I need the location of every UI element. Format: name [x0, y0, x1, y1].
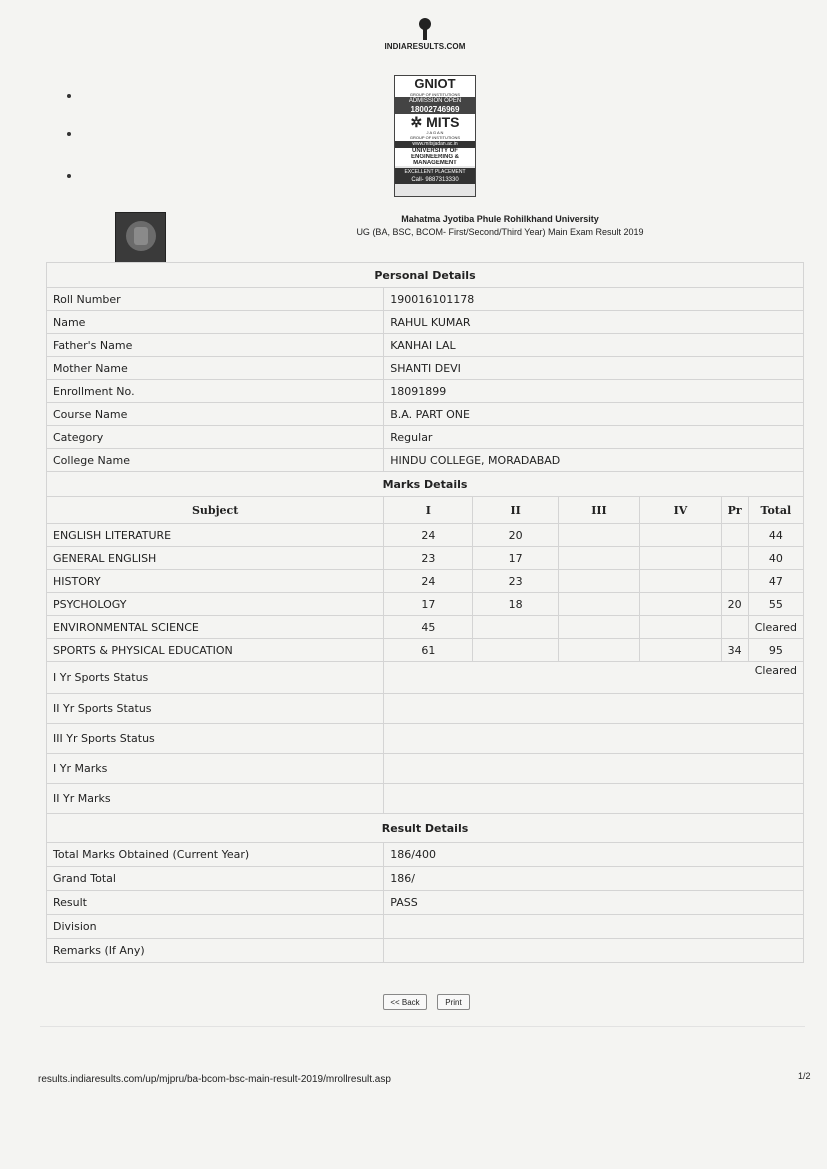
ad-gniot-subtitle: GROUP OF INSTITUTIONS: [395, 92, 475, 97]
site-logo[interactable]: [380, 18, 470, 51]
marks-pr: 20: [721, 593, 748, 616]
ad-mits-text: MITS: [426, 114, 460, 130]
marks-total: Cleared: [748, 616, 803, 639]
ad-call-number: Call- 9887313330: [395, 176, 475, 184]
col-header-i: I: [384, 497, 473, 524]
ad-university-line: MANAGEMENT: [395, 160, 475, 166]
personal-row: [47, 288, 804, 311]
marks-iv: [640, 639, 721, 662]
field-label: Category: [47, 426, 384, 449]
marks-pr: [721, 616, 748, 639]
personal-row: [47, 380, 804, 403]
yearly-marks-row: [47, 784, 804, 814]
scan-dot: [67, 132, 71, 136]
field-value: B.A. PART ONE: [384, 403, 804, 426]
marks-ii: 20: [473, 524, 558, 547]
ad-admission-text: ADMISSION OPEN: [395, 97, 475, 105]
back-button[interactable]: << Back: [383, 994, 427, 1010]
subject-name: GENERAL ENGLISH: [47, 547, 384, 570]
field-label: Roll Number: [47, 288, 384, 311]
page-divider: [40, 1026, 805, 1027]
subject-name: ENVIRONMENTAL SCIENCE: [47, 616, 384, 639]
extra-value: [384, 754, 804, 784]
col-header-iv: IV: [640, 497, 721, 524]
field-value: KANHAI LAL: [384, 334, 804, 357]
marks-row: [47, 570, 804, 593]
marks-row: [47, 639, 804, 662]
marks-pr: 34: [721, 639, 748, 662]
field-label: College Name: [47, 449, 384, 472]
subject-name: HISTORY: [47, 570, 384, 593]
marks-row: [47, 547, 804, 570]
marks-pr: [721, 547, 748, 570]
exam-title: UG (BA, BSC, BCOM- First/Second/Third Year) Main Exam Result 2019: [356, 227, 644, 237]
sports-status-row: [47, 694, 804, 724]
extra-value: [384, 694, 804, 724]
sports-status-row: [47, 724, 804, 754]
scan-dot: [67, 94, 71, 98]
field-label: Course Name: [47, 403, 384, 426]
field-label: Enrollment No.: [47, 380, 384, 403]
marks-details-heading: Marks Details: [47, 472, 804, 497]
marks-iii: [558, 524, 639, 547]
result-details-heading: Result Details: [47, 814, 804, 843]
marks-iv: [640, 547, 721, 570]
marks-row: [47, 616, 804, 639]
marks-total: 95: [748, 639, 803, 662]
field-value: 18091899: [384, 380, 804, 403]
marks-iv: [640, 524, 721, 547]
scan-dot: [67, 174, 71, 178]
result-value: 186/: [384, 867, 804, 891]
result-label: Grand Total: [47, 867, 384, 891]
marks-total: 55: [748, 593, 803, 616]
site-logo-text: INDIARESULTS.COM: [384, 42, 466, 51]
result-row: [47, 915, 804, 939]
result-row: [47, 867, 804, 891]
result-value: PASS: [384, 891, 804, 915]
marks-ii: 17: [473, 547, 558, 570]
page-number: 1/2: [798, 1071, 811, 1081]
col-header-iii: III: [558, 497, 639, 524]
result-label: Remarks (If Any): [47, 939, 384, 963]
subject-name: ENGLISH LITERATURE: [47, 524, 384, 547]
marks-iv: [640, 593, 721, 616]
marks-total: 40: [748, 547, 803, 570]
extra-label: III Yr Sports Status: [47, 724, 384, 754]
extra-value: [384, 784, 804, 814]
personal-row: [47, 449, 804, 472]
result-table: [46, 262, 804, 963]
marks-iv: [640, 616, 721, 639]
marks-i: 24: [384, 570, 473, 593]
personal-row: [47, 426, 804, 449]
marks-ii: [473, 616, 558, 639]
marks-iii: [558, 547, 639, 570]
marks-pr: [721, 524, 748, 547]
result-label: Result: [47, 891, 384, 915]
logo-mark-icon: [418, 18, 432, 40]
ad-mits-logo: ✲ MITS: [395, 114, 475, 130]
marks-pr: [721, 570, 748, 593]
personal-row: [47, 403, 804, 426]
ad-mits-group: GROUP OF INSTITUTIONS: [395, 135, 475, 141]
marks-iii: [558, 570, 639, 593]
marks-total: 47: [748, 570, 803, 593]
sports-status-row: [47, 662, 804, 694]
result-row: [47, 843, 804, 867]
marks-i: 61: [384, 639, 473, 662]
field-value: RAHUL KUMAR: [384, 311, 804, 334]
ad-website: www.mitsjadan.ac.in: [395, 141, 475, 148]
marks-iii: [558, 616, 639, 639]
ad-mits-subtitle: J A G A N: [395, 130, 475, 135]
subject-name: SPORTS & PHYSICAL EDUCATION: [47, 639, 384, 662]
field-label: Name: [47, 311, 384, 334]
col-header-pr: Pr: [721, 497, 748, 524]
ad-gniot-logo: GNIOT: [395, 76, 475, 92]
result-value: [384, 939, 804, 963]
result-row: [47, 891, 804, 915]
col-header-subject: Subject: [47, 497, 384, 524]
field-value: Regular: [384, 426, 804, 449]
marks-row: [47, 593, 804, 616]
personal-row: [47, 311, 804, 334]
subject-name: PSYCHOLOGY: [47, 593, 384, 616]
marks-ii: [473, 639, 558, 662]
university-seal: [115, 212, 166, 263]
print-button[interactable]: Print: [437, 994, 470, 1010]
extra-label: II Yr Marks: [47, 784, 384, 814]
extra-label: II Yr Sports Status: [47, 694, 384, 724]
personal-details-heading: Personal Details: [47, 263, 804, 288]
marks-i: 23: [384, 547, 473, 570]
marks-ii: 23: [473, 570, 558, 593]
page-url: results.indiaresults.com/up/mjpru/ba-bcom-bsc-main-result-2019/mrollresult.asp: [38, 1074, 391, 1085]
result-label: Division: [47, 915, 384, 939]
marks-iii: [558, 593, 639, 616]
marks-iii: [558, 639, 639, 662]
yearly-marks-row: [47, 754, 804, 784]
marks-row: [47, 524, 804, 547]
field-value: 190016101178: [384, 288, 804, 311]
ad-banner[interactable]: [394, 75, 476, 197]
extra-value: [384, 724, 804, 754]
marks-i: 24: [384, 524, 473, 547]
marks-i: 45: [384, 616, 473, 639]
marks-i: 17: [384, 593, 473, 616]
personal-row: [47, 334, 804, 357]
field-label: Father's Name: [47, 334, 384, 357]
ad-phone-number: 18002746969: [395, 105, 475, 114]
result-value: [384, 915, 804, 939]
field-value: SHANTI DEVI: [384, 357, 804, 380]
result-label: Total Marks Obtained (Current Year): [47, 843, 384, 867]
extra-label: I Yr Sports Status: [47, 662, 384, 694]
field-label: Mother Name: [47, 357, 384, 380]
result-row: [47, 939, 804, 963]
marks-header-row: [47, 497, 804, 524]
extra-label: I Yr Marks: [47, 754, 384, 784]
personal-row: [47, 357, 804, 380]
col-header-ii: II: [473, 497, 558, 524]
marks-ii: 18: [473, 593, 558, 616]
extra-value: Cleared: [384, 662, 804, 694]
result-value: 186/400: [384, 843, 804, 867]
marks-total: 44: [748, 524, 803, 547]
university-name: Mahatma Jyotiba Phule Rohilkhand University: [401, 214, 599, 224]
col-header-total: Total: [748, 497, 803, 524]
ad-university-line: UNIVERSITY OF: [395, 148, 475, 154]
ad-placement-text: EXCELLENT PLACEMENT: [395, 168, 475, 176]
ad-university-line: ENGINEERING &: [395, 154, 475, 160]
marks-iv: [640, 570, 721, 593]
field-value: HINDU COLLEGE, MORADABAD: [384, 449, 804, 472]
